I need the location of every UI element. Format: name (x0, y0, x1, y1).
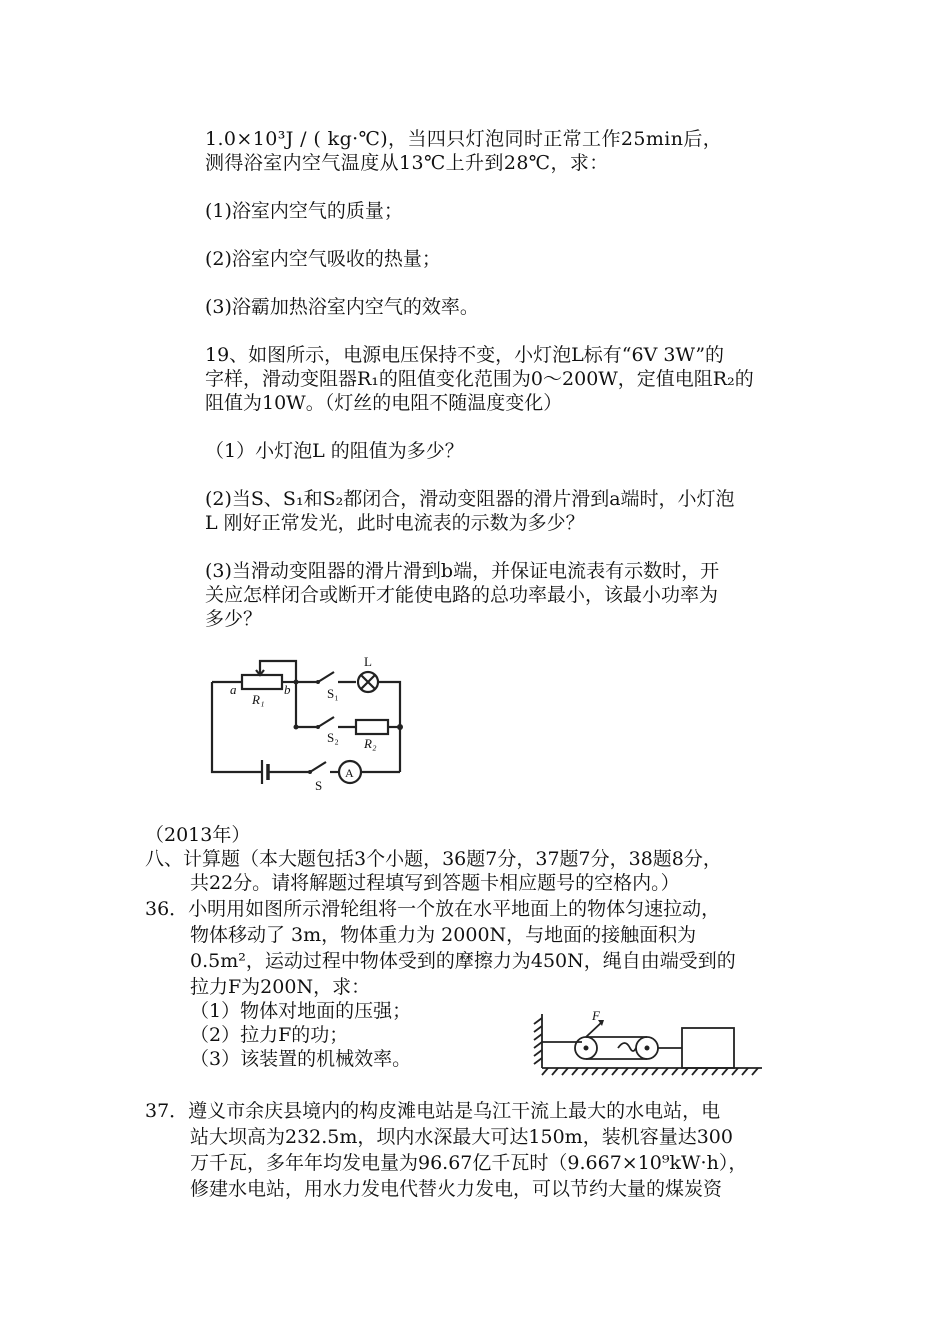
label-l: L (364, 654, 372, 669)
q19-sub-3-line-3: 多少？ (205, 608, 263, 630)
q18-line-2: 测得浴室内空气温度从13℃上升到28℃，求： (205, 152, 609, 174)
q37-line-2: 站大坝高为232.5m，坝内水深最大可达150m，装机容量达300 (190, 1126, 733, 1148)
q19-line-2: 字样，滑动变阻器R₁的阻值变化范围为0～200W，定值电阻R₂的 (205, 368, 754, 390)
q37-line-1: 37．遵义市余庆县境内的构皮滩电站是乌江干流上最大的水电站，电 (145, 1100, 721, 1122)
section-8-line-1: 八、计算题（本大题包括3个小题，36题7分，37题7分，38题8分， (145, 848, 722, 870)
q36-sub-3: （3）该装置的机械效率。 (190, 1048, 412, 1070)
label-s1: S₁ (327, 686, 339, 701)
q36-sub-2: （2）拉力F的功； (190, 1024, 349, 1046)
label-force-f: F (592, 1008, 600, 1023)
label-r2: R₂ (364, 736, 377, 751)
circuit-diagram (200, 648, 420, 793)
q18-line-1: 1.0×10³J / ( kg·℃)，当四只灯泡同时正常工作25min后， (205, 128, 723, 150)
q19-sub-3-line-2: 关应怎样闭合或断开才能使电路的总功率最小，该最小功率为 (205, 584, 719, 606)
label-r1: R₁ (252, 692, 265, 707)
label-s: S (315, 778, 323, 793)
q36-line-4: 拉力F为200N，求： (190, 976, 371, 998)
q36-line-2: 物体移动了 3m，物体重力为 2000N，与地面的接触面积为 (190, 924, 697, 946)
section-8-line-2: 共22分。请将解题过程填写到答题卡相应题号的空格内。） (190, 872, 680, 894)
q36-sub-1: （1）物体对地面的压强； (190, 1000, 412, 1022)
q19-sub-2-line-1: (2)当S、S₁和S₂都闭合，滑动变阻器的滑片滑到a端时，小灯泡 (205, 488, 735, 510)
label-s2: S₂ (327, 730, 339, 745)
q37-line-4: 修建水电站，用水力发电代替火力发电，可以节约大量的煤炭资 (190, 1178, 723, 1200)
label-a: a (230, 682, 237, 697)
year-label: （2013年） (145, 824, 251, 846)
q18-sub-1: (1)浴室内空气的质量； (205, 200, 403, 222)
q18-sub-2: (2)浴室内空气吸收的热量； (205, 248, 441, 270)
q37-line-3: 万千瓦，多年年均发电量为96.67亿千瓦时（9.667×10⁹kW·h）， (190, 1152, 748, 1174)
q19-sub-2-line-2: L 刚好正常发光，此时电流表的示数为多少？ (205, 512, 585, 534)
label-ammeter: A (345, 766, 354, 780)
label-b: b (284, 682, 291, 697)
q19-sub-1: （1）小灯泡L 的阻值为多少？ (205, 440, 464, 462)
q36-line-1: 36．小明用如图所示滑轮组将一个放在水平地面上的物体匀速拉动， (145, 898, 721, 920)
q19-line-1: 19、如图所示，电源电压保持不变，小灯泡L标有“6V 3W”的 (205, 344, 725, 366)
pulley-diagram (530, 1008, 770, 1078)
q19-line-3: 阻值为10W。（灯丝的电阻不随温度变化） (205, 392, 563, 414)
q19-sub-3-line-1: (3)当滑动变阻器的滑片滑到b端，并保证电流表有示数时，开 (205, 560, 720, 582)
q36-line-3: 0.5m²，运动过程中物体受到的摩擦力为450N，绳自由端受到的 (190, 950, 736, 972)
q18-sub-3: (3)浴霸加热浴室内空气的效率。 (205, 296, 479, 318)
